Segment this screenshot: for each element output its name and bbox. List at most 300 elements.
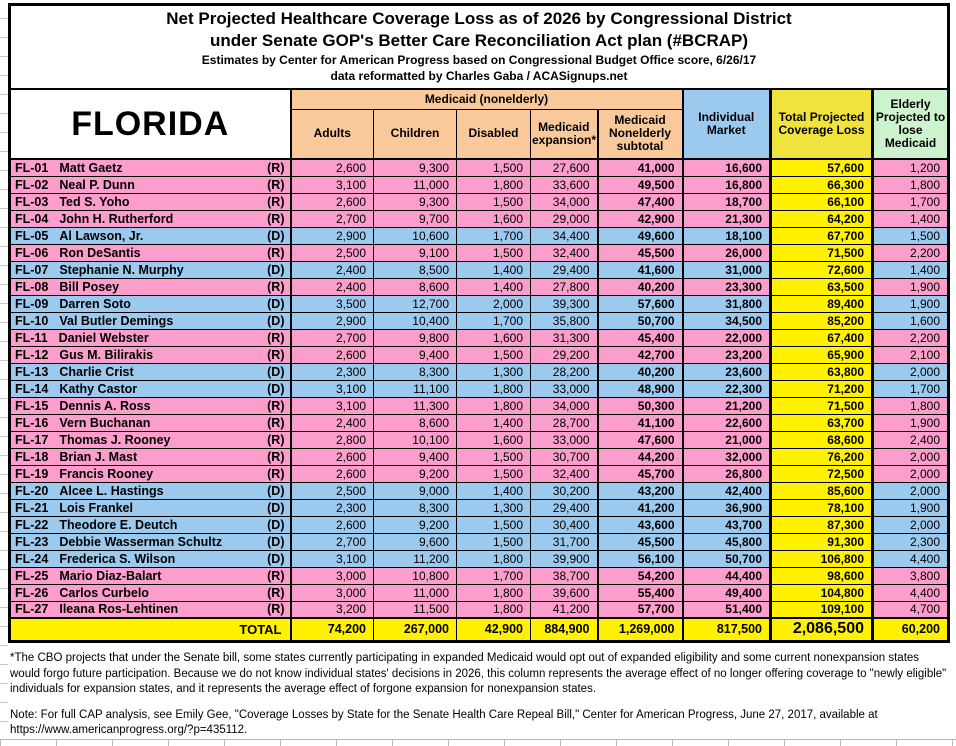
disabled-value: 1,800 [457, 550, 531, 567]
state-label: FLORIDA [10, 89, 291, 159]
individual-market-value: 31,000 [683, 261, 771, 278]
party-label: (R) [267, 347, 285, 362]
medicaid-expansion-value: 27,800 [531, 278, 598, 295]
district-cell [10, 346, 291, 363]
children-value: 8,500 [374, 261, 457, 278]
footnotes [10, 651, 948, 739]
adults-value: 2,300 [291, 363, 374, 380]
total-coverage-loss-value: 109,100 [771, 601, 873, 618]
party-label: (D) [267, 517, 285, 532]
district-code: FL-27 [15, 602, 49, 617]
district-code: FL-21 [15, 500, 49, 515]
total-label: TOTAL [10, 618, 291, 641]
district-code: FL-05 [15, 228, 49, 243]
table-row [10, 465, 949, 482]
children-value: 9,200 [374, 465, 457, 482]
medicaid-expansion-value: 32,400 [531, 465, 598, 482]
medicaid-subtotal-value: 45,400 [598, 329, 683, 346]
total-elderly: 60,200 [873, 618, 949, 641]
representative-name: Lois Frankel [59, 500, 133, 515]
medicaid-subtotal-value: 40,200 [598, 363, 683, 380]
children-value: 9,700 [374, 210, 457, 227]
district-cell [10, 295, 291, 312]
children-value: 8,600 [374, 414, 457, 431]
district-code: FL-23 [15, 534, 49, 549]
party-label: (R) [267, 194, 285, 209]
spreadsheet-left-gridlines [0, 0, 8, 740]
medicaid-subtotal-value: 49,500 [598, 176, 683, 193]
representative-name: Dennis A. Ross [59, 398, 151, 413]
elderly-medicaid-header: Elderly Projected to lose Medicaid [873, 89, 949, 159]
district-code: FL-09 [15, 296, 49, 311]
total-coverage-loss-value: 78,100 [771, 499, 873, 516]
medicaid-subtotal-value: 45,500 [598, 244, 683, 261]
table-row [10, 261, 949, 278]
medicaid-subtotal-value: 45,500 [598, 533, 683, 550]
district-cell [10, 584, 291, 601]
individual-market-value: 23,200 [683, 346, 771, 363]
district-code: FL-26 [15, 585, 49, 600]
total-medicaid-subtotal: 1,269,000 [598, 618, 683, 641]
medicaid-expansion-value: 33,000 [531, 380, 598, 397]
individual-market-value: 26,000 [683, 244, 771, 261]
representative-name: Ron DeSantis [59, 245, 141, 260]
medicaid-subtotal-value: 47,600 [598, 431, 683, 448]
table-row [10, 550, 949, 567]
spreadsheet-bottom-gridlines [0, 739, 956, 746]
medicaid-expansion-header: Medicaid expansion* [531, 109, 598, 159]
table-row [10, 312, 949, 329]
total-children: 267,000 [374, 618, 457, 641]
individual-market-value: 32,000 [683, 448, 771, 465]
district-cell [10, 465, 291, 482]
medicaid-expansion-value: 34,400 [531, 227, 598, 244]
elderly-medicaid-value: 1,800 [873, 176, 949, 193]
district-cell [10, 329, 291, 346]
total-coverage-loss-value: 91,300 [771, 533, 873, 550]
elderly-medicaid-value: 2,000 [873, 482, 949, 499]
elderly-medicaid-value: 4,700 [873, 601, 949, 618]
medicaid-subtotal-value: 43,600 [598, 516, 683, 533]
title-row [10, 5, 949, 90]
table-row [10, 244, 949, 261]
total-coverage-loss-value: 104,800 [771, 584, 873, 601]
elderly-medicaid-value: 1,600 [873, 312, 949, 329]
disabled-value: 1,500 [457, 465, 531, 482]
total-coverage-loss-value: 72,600 [771, 261, 873, 278]
disabled-value: 1,800 [457, 380, 531, 397]
adults-value: 2,600 [291, 159, 374, 176]
party-label: (D) [267, 313, 285, 328]
party-label: (R) [267, 279, 285, 294]
total-coverage-loss-value: 63,500 [771, 278, 873, 295]
table-row [10, 193, 949, 210]
disabled-value: 1,500 [457, 193, 531, 210]
total-coverage-loss-value: 85,200 [771, 312, 873, 329]
disabled-value: 1,400 [457, 278, 531, 295]
district-code: FL-17 [15, 432, 49, 447]
medicaid-subtotal-value: 49,600 [598, 227, 683, 244]
medicaid-expansion-value: 31,700 [531, 533, 598, 550]
total-coverage-loss-value: 67,700 [771, 227, 873, 244]
children-value: 9,400 [374, 448, 457, 465]
disabled-value: 1,400 [457, 261, 531, 278]
children-value: 8,300 [374, 363, 457, 380]
medicaid-expansion-value: 30,700 [531, 448, 598, 465]
individual-market-value: 43,700 [683, 516, 771, 533]
disabled-value: 1,800 [457, 584, 531, 601]
medicaid-subtotal-value: 50,300 [598, 397, 683, 414]
total-coverage-loss-value: 72,500 [771, 465, 873, 482]
individual-market-value: 36,900 [683, 499, 771, 516]
district-cell [10, 227, 291, 244]
district-cell [10, 431, 291, 448]
party-label: (D) [267, 364, 285, 379]
medicaid-subtotal-value: 48,900 [598, 380, 683, 397]
disabled-value: 1,600 [457, 210, 531, 227]
medicaid-expansion-value: 29,400 [531, 261, 598, 278]
total-coverage-loss-value: 57,600 [771, 159, 873, 176]
children-value: 11,000 [374, 176, 457, 193]
elderly-medicaid-value: 1,500 [873, 227, 949, 244]
adults-value: 3,100 [291, 397, 374, 414]
medicaid-subtotal-value: 56,100 [598, 550, 683, 567]
adults-value: 2,500 [291, 244, 374, 261]
source-footnote: Note: For full CAP analysis, see Emily Gee, "Coverage Losses by State for the Senate Health Care Repeal Bill," Center for American Progress, June 27, 2017, available at https://www.americanprogress.org/?p=435112. [10, 708, 878, 736]
individual-market-value: 18,700 [683, 193, 771, 210]
disabled-value: 1,500 [457, 244, 531, 261]
table-row [10, 380, 949, 397]
table-row [10, 159, 949, 176]
district-cell [10, 397, 291, 414]
district-code: FL-25 [15, 568, 49, 583]
representative-name: Ileana Ros-Lehtinen [59, 602, 179, 617]
children-value: 8,300 [374, 499, 457, 516]
expansion-footnote: *The CBO projects that under the Senate bill, some states currently participating in expanded Medicaid would opt out of expanded eligibility and some current nonexpansion states would forgo future participation. Because we do not know individual states' decisions in 2026, this column represents the average effect of no longer offering coverage to "newly eligible" individuals for expansion states, and it represents the average effect of forgone expansion for nonexpansion states. [10, 652, 947, 695]
children-value: 9,100 [374, 244, 457, 261]
medicaid-subtotal-value: 54,200 [598, 567, 683, 584]
adults-value: 2,400 [291, 278, 374, 295]
disabled-value: 1,600 [457, 431, 531, 448]
medicaid-subtotal-value: 42,700 [598, 346, 683, 363]
representative-name: Kathy Castor [59, 381, 138, 396]
individual-market-value: 22,600 [683, 414, 771, 431]
party-label: (D) [267, 381, 285, 396]
medicaid-expansion-value: 27,600 [531, 159, 598, 176]
party-label: (R) [267, 585, 285, 600]
grand-total-coverage-loss: 2,086,500 [771, 618, 873, 641]
representative-name: Daniel Webster [58, 330, 149, 345]
district-cell [10, 312, 291, 329]
total-coverage-loss-value: 76,200 [771, 448, 873, 465]
table-row [10, 295, 949, 312]
elderly-medicaid-value: 4,400 [873, 550, 949, 567]
title-line-4: data reformatted by Charles Gaba / ACASignups.net [330, 69, 628, 83]
table-row [10, 448, 949, 465]
total-coverage-loss-value: 66,100 [771, 193, 873, 210]
party-label: (R) [267, 177, 285, 192]
disabled-value: 2,000 [457, 295, 531, 312]
elderly-medicaid-value: 1,900 [873, 414, 949, 431]
district-code: FL-15 [15, 398, 49, 413]
district-cell [10, 567, 291, 584]
medicaid-subtotal-header: Medicaid Nonelderly subtotal [598, 109, 683, 159]
representative-name: Val Butler Demings [59, 313, 174, 328]
adults-value: 2,600 [291, 516, 374, 533]
children-value: 10,600 [374, 227, 457, 244]
district-cell [10, 414, 291, 431]
medicaid-expansion-value: 34,000 [531, 397, 598, 414]
party-label: (D) [267, 228, 285, 243]
district-cell [10, 159, 291, 176]
medicaid-group-header: Medicaid (nonelderly) [291, 89, 683, 109]
children-value: 9,200 [374, 516, 457, 533]
district-cell [10, 363, 291, 380]
individual-market-value: 49,400 [683, 584, 771, 601]
table-row [10, 329, 949, 346]
individual-market-value: 23,300 [683, 278, 771, 295]
elderly-medicaid-value: 1,400 [873, 210, 949, 227]
children-value: 9,000 [374, 482, 457, 499]
district-cell [10, 499, 291, 516]
disabled-value: 1,500 [457, 159, 531, 176]
table-row [10, 176, 949, 193]
total-coverage-loss-header: Total Projected Coverage Loss [771, 89, 873, 159]
table-row [10, 482, 949, 499]
disabled-value: 1,500 [457, 346, 531, 363]
party-label: (R) [267, 160, 285, 175]
individual-market-value: 45,800 [683, 533, 771, 550]
adults-value: 3,100 [291, 550, 374, 567]
party-label: (R) [267, 568, 285, 583]
children-value: 12,700 [374, 295, 457, 312]
children-value: 9,400 [374, 346, 457, 363]
party-label: (R) [267, 245, 285, 260]
elderly-medicaid-value: 2,200 [873, 244, 949, 261]
disabled-value: 1,600 [457, 329, 531, 346]
party-label: (R) [267, 432, 285, 447]
district-cell [10, 261, 291, 278]
district-code: FL-04 [15, 211, 49, 226]
district-code: FL-18 [15, 449, 49, 464]
children-value: 11,100 [374, 380, 457, 397]
individual-market-value: 31,800 [683, 295, 771, 312]
medicaid-subtotal-value: 50,700 [598, 312, 683, 329]
party-label: (D) [267, 483, 285, 498]
medicaid-expansion-value: 33,600 [531, 176, 598, 193]
representative-name: Al Lawson, Jr. [59, 228, 144, 243]
medicaid-expansion-value: 31,300 [531, 329, 598, 346]
children-value: 8,600 [374, 278, 457, 295]
children-value: 10,100 [374, 431, 457, 448]
district-cell [10, 448, 291, 465]
medicaid-subtotal-value: 40,200 [598, 278, 683, 295]
representative-name: Mario Diaz-Balart [59, 568, 162, 583]
representative-name: Charlie Crist [59, 364, 134, 379]
adults-value: 2,600 [291, 193, 374, 210]
district-cell [10, 550, 291, 567]
total-row [10, 618, 949, 641]
representative-name: Brian J. Mast [59, 449, 138, 464]
individual-market-value: 21,200 [683, 397, 771, 414]
total-coverage-loss-value: 67,400 [771, 329, 873, 346]
party-label: (R) [267, 398, 285, 413]
table-row [10, 567, 949, 584]
district-cell [10, 210, 291, 227]
district-cell [10, 380, 291, 397]
disabled-value: 1,500 [457, 516, 531, 533]
medicaid-subtotal-value: 43,200 [598, 482, 683, 499]
party-label: (D) [267, 262, 285, 277]
adults-value: 3,100 [291, 176, 374, 193]
individual-market-value: 50,700 [683, 550, 771, 567]
district-code: FL-20 [15, 483, 49, 498]
individual-market-value: 44,400 [683, 567, 771, 584]
elderly-medicaid-value: 1,800 [873, 397, 949, 414]
district-cell [10, 482, 291, 499]
children-value: 10,400 [374, 312, 457, 329]
medicaid-expansion-value: 30,400 [531, 516, 598, 533]
adults-value: 2,800 [291, 431, 374, 448]
district-code: FL-22 [15, 517, 49, 532]
disabled-value: 1,700 [457, 567, 531, 584]
representative-name: Vern Buchanan [59, 415, 151, 430]
district-cell [10, 176, 291, 193]
medicaid-expansion-value: 34,000 [531, 193, 598, 210]
disabled-value: 1,500 [457, 448, 531, 465]
adults-value: 2,300 [291, 499, 374, 516]
medicaid-expansion-value: 29,400 [531, 499, 598, 516]
medicaid-subtotal-value: 41,000 [598, 159, 683, 176]
total-adults: 74,200 [291, 618, 374, 641]
table-row [10, 278, 949, 295]
adults-value: 3,200 [291, 601, 374, 618]
disabled-header: Disabled [457, 109, 531, 159]
coverage-loss-table [8, 3, 950, 643]
representative-name: Matt Gaetz [59, 160, 123, 175]
disabled-value: 1,800 [457, 176, 531, 193]
medicaid-expansion-value: 33,000 [531, 431, 598, 448]
adults-value: 3,100 [291, 380, 374, 397]
medicaid-expansion-value: 28,200 [531, 363, 598, 380]
district-code: FL-10 [15, 313, 49, 328]
elderly-medicaid-value: 3,800 [873, 567, 949, 584]
disabled-value: 1,400 [457, 482, 531, 499]
disabled-value: 1,700 [457, 312, 531, 329]
table-row [10, 516, 949, 533]
table-row [10, 414, 949, 431]
district-code: FL-06 [15, 245, 49, 260]
total-disabled: 42,900 [457, 618, 531, 641]
elderly-medicaid-value: 1,700 [873, 380, 949, 397]
district-cell [10, 278, 291, 295]
district-cell [10, 533, 291, 550]
table-row [10, 584, 949, 601]
adults-value: 2,900 [291, 312, 374, 329]
disabled-value: 1,300 [457, 363, 531, 380]
adults-header: Adults [291, 109, 374, 159]
total-coverage-loss-value: 71,500 [771, 397, 873, 414]
adults-value: 2,600 [291, 465, 374, 482]
adults-value: 2,600 [291, 346, 374, 363]
district-cell [10, 193, 291, 210]
table-header [10, 5, 949, 160]
table-row [10, 346, 949, 363]
medicaid-subtotal-value: 41,100 [598, 414, 683, 431]
district-code: FL-08 [15, 279, 49, 294]
total-coverage-loss-value: 87,300 [771, 516, 873, 533]
individual-market-value: 18,100 [683, 227, 771, 244]
children-header: Children [374, 109, 457, 159]
medicaid-expansion-value: 28,700 [531, 414, 598, 431]
table-row [10, 210, 949, 227]
children-value: 9,800 [374, 329, 457, 346]
representative-name: Darren Soto [59, 296, 131, 311]
total-coverage-loss-value: 64,200 [771, 210, 873, 227]
representative-name: Stephanie N. Murphy [59, 262, 184, 277]
district-cell [10, 244, 291, 261]
title-block [10, 5, 949, 90]
adults-value: 2,400 [291, 414, 374, 431]
children-value: 11,300 [374, 397, 457, 414]
elderly-medicaid-value: 2,000 [873, 363, 949, 380]
party-label: (D) [267, 296, 285, 311]
medicaid-subtotal-value: 55,400 [598, 584, 683, 601]
elderly-medicaid-value: 2,200 [873, 329, 949, 346]
individual-market-value: 23,600 [683, 363, 771, 380]
district-cell [10, 516, 291, 533]
district-code: FL-16 [15, 415, 49, 430]
representative-name: Bill Posey [59, 279, 120, 294]
medicaid-expansion-value: 38,700 [531, 567, 598, 584]
individual-market-value: 16,600 [683, 159, 771, 176]
medicaid-expansion-value: 39,900 [531, 550, 598, 567]
medicaid-expansion-value: 30,200 [531, 482, 598, 499]
total-coverage-loss-value: 71,200 [771, 380, 873, 397]
individual-market-header: Individual Market [683, 89, 771, 159]
representative-name: Thomas J. Rooney [59, 432, 171, 447]
representative-name: John H. Rutherford [59, 211, 174, 226]
representative-name: Carlos Curbelo [59, 585, 149, 600]
representative-name: Frederica S. Wilson [59, 551, 176, 566]
individual-market-value: 34,500 [683, 312, 771, 329]
elderly-medicaid-value: 1,900 [873, 499, 949, 516]
elderly-medicaid-value: 2,300 [873, 533, 949, 550]
children-value: 11,000 [374, 584, 457, 601]
children-value: 11,500 [374, 601, 457, 618]
party-label: (D) [267, 551, 285, 566]
total-coverage-loss-value: 98,600 [771, 567, 873, 584]
total-coverage-loss-value: 68,600 [771, 431, 873, 448]
children-value: 10,800 [374, 567, 457, 584]
adults-value: 3,000 [291, 584, 374, 601]
elderly-medicaid-value: 4,400 [873, 584, 949, 601]
elderly-medicaid-value: 2,400 [873, 431, 949, 448]
representative-name: Francis Rooney [59, 466, 154, 481]
individual-market-value: 16,800 [683, 176, 771, 193]
representative-name: Ted S. Yoho [59, 194, 130, 209]
total-coverage-loss-value: 65,900 [771, 346, 873, 363]
adults-value: 2,500 [291, 482, 374, 499]
elderly-medicaid-value: 2,000 [873, 448, 949, 465]
medicaid-expansion-value: 41,200 [531, 601, 598, 618]
party-label: (R) [267, 415, 285, 430]
adults-value: 2,700 [291, 533, 374, 550]
total-coverage-loss-value: 63,800 [771, 363, 873, 380]
disabled-value: 1,400 [457, 414, 531, 431]
disabled-value: 1,800 [457, 397, 531, 414]
representative-name: Theodore E. Deutch [59, 517, 178, 532]
